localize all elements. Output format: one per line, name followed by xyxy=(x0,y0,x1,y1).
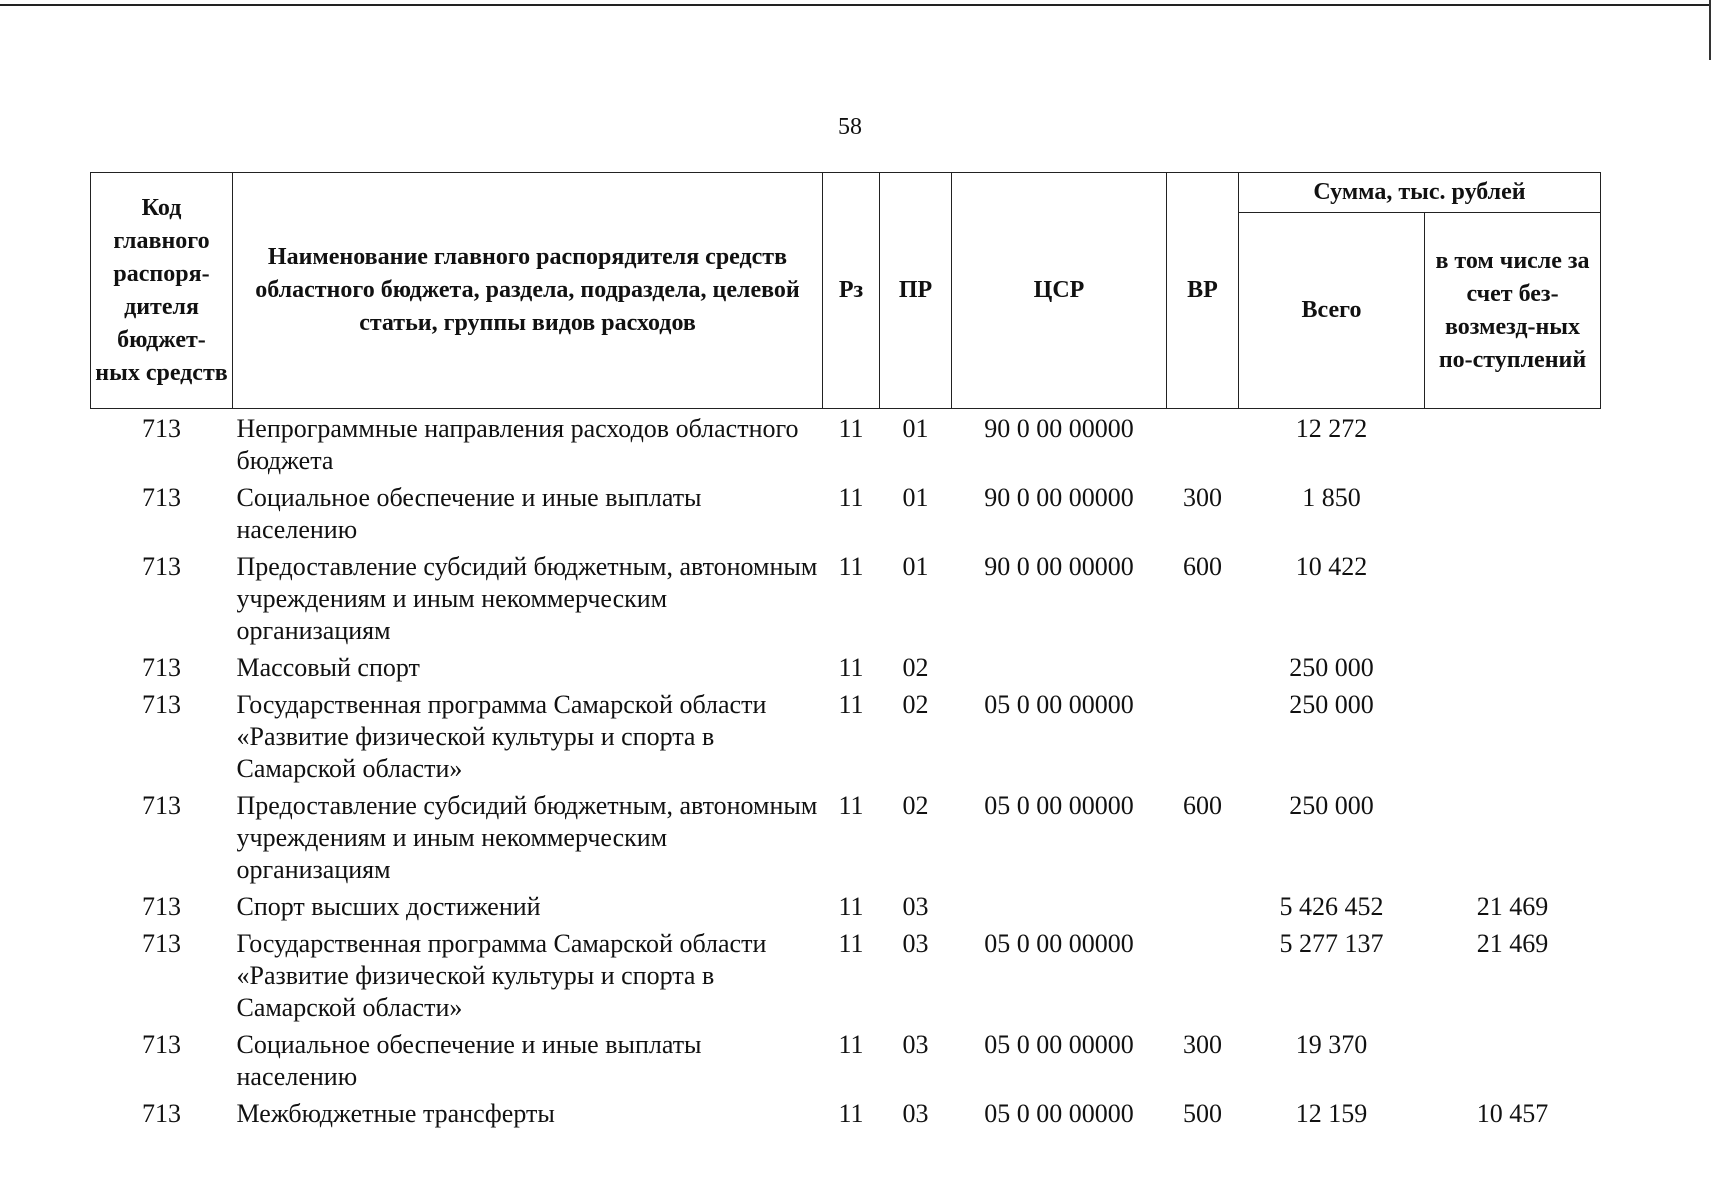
table-body xyxy=(91,409,1601,1132)
row-vr xyxy=(1167,648,1239,685)
row-total: 250 000 xyxy=(1289,653,1374,682)
row-name: Предоставление субсидий бюджетным, автономным учреждениям и иным некоммерческим организациям xyxy=(236,552,818,645)
row-pr: 02 xyxy=(902,690,929,719)
row-grants xyxy=(1425,685,1601,786)
row-name: Социальное обеспечение и иные выплаты населению xyxy=(236,1030,702,1091)
row-csr xyxy=(952,887,1167,924)
header-sum-group: Сумма, тыс. рублей xyxy=(1239,173,1601,213)
row-csr: 05 0 00 00000 xyxy=(984,1030,1134,1059)
table-row xyxy=(91,1025,1601,1094)
table-row xyxy=(91,478,1601,547)
row-csr: 05 0 00 00000 xyxy=(984,791,1134,820)
row-vr xyxy=(1167,924,1239,1025)
table-row xyxy=(91,685,1601,786)
table-row xyxy=(91,648,1601,685)
row-code: 713 xyxy=(142,690,181,719)
row-code: 713 xyxy=(142,653,181,682)
row-vr: 500 xyxy=(1183,1099,1222,1128)
row-rz: 11 xyxy=(838,1099,864,1128)
row-name: Спорт высших достижений xyxy=(236,892,541,921)
row-rz: 11 xyxy=(838,552,864,581)
header-total: Всего xyxy=(1239,213,1425,409)
budget-table xyxy=(90,172,1601,1131)
row-rz: 11 xyxy=(838,414,864,443)
table-row xyxy=(91,409,1601,479)
row-rz: 11 xyxy=(838,690,864,719)
table-row xyxy=(91,547,1601,648)
row-vr: 300 xyxy=(1183,483,1222,512)
row-pr: 01 xyxy=(902,483,929,512)
row-grants xyxy=(1425,478,1601,547)
row-total: 1 850 xyxy=(1302,483,1361,512)
row-code: 713 xyxy=(142,929,181,958)
table-row xyxy=(91,1094,1601,1131)
row-total: 5 277 137 xyxy=(1279,929,1384,958)
row-csr: 90 0 00 00000 xyxy=(984,414,1134,443)
page-number: 58 xyxy=(838,114,862,140)
row-code: 713 xyxy=(142,791,181,820)
header-vr: ВР xyxy=(1167,173,1239,409)
row-rz: 11 xyxy=(838,483,864,512)
row-name: Государственная программа Самарской области «Развитие физической культуры и спорта в Самарской области» xyxy=(236,690,767,783)
row-pr: 02 xyxy=(902,653,929,682)
row-total: 19 370 xyxy=(1295,1030,1368,1059)
row-pr: 03 xyxy=(902,1030,929,1059)
row-vr xyxy=(1167,409,1239,479)
row-code: 713 xyxy=(142,552,181,581)
row-rz: 11 xyxy=(838,791,864,820)
row-rz: 11 xyxy=(838,892,864,921)
row-total: 5 426 452 xyxy=(1279,892,1384,921)
row-vr xyxy=(1167,887,1239,924)
row-grants xyxy=(1425,409,1601,479)
row-pr: 03 xyxy=(902,892,929,921)
header-rz: Рз xyxy=(823,173,880,409)
row-csr: 05 0 00 00000 xyxy=(984,1099,1134,1128)
row-total: 12 272 xyxy=(1295,414,1368,443)
row-vr: 600 xyxy=(1183,791,1222,820)
row-name: Непрограммные направления расходов областного бюджета xyxy=(236,414,799,475)
row-name: Социальное обеспечение и иные выплаты населению xyxy=(236,483,702,544)
row-csr: 90 0 00 00000 xyxy=(984,483,1134,512)
row-pr: 03 xyxy=(902,929,929,958)
row-csr: 90 0 00 00000 xyxy=(984,552,1134,581)
table-row xyxy=(91,887,1601,924)
row-grants xyxy=(1425,547,1601,648)
header-pr: ПР xyxy=(880,173,952,409)
row-grants: 21 469 xyxy=(1476,929,1549,958)
row-vr: 300 xyxy=(1183,1030,1222,1059)
header-name: Наименование главного распорядителя средств областного бюджета, раздела, подраздела, целевой статьи, группы видов расходов xyxy=(233,173,823,409)
row-vr: 600 xyxy=(1183,552,1222,581)
header-code: Код главного распоря-дителя бюджет-ных средств xyxy=(91,173,233,409)
row-code: 713 xyxy=(142,1099,181,1128)
row-csr: 05 0 00 00000 xyxy=(984,929,1134,958)
row-name: Массовый спорт xyxy=(236,653,420,682)
row-rz: 11 xyxy=(838,929,864,958)
row-pr: 01 xyxy=(902,414,929,443)
row-pr: 03 xyxy=(902,1099,929,1128)
table-row xyxy=(91,924,1601,1025)
header-csr: ЦСР xyxy=(952,173,1167,409)
row-name: Предоставление субсидий бюджетным, автономным учреждениям и иным некоммерческим организациям xyxy=(236,791,818,884)
row-code: 713 xyxy=(142,483,181,512)
row-name: Государственная программа Самарской области «Развитие физической культуры и спорта в Самарской области» xyxy=(236,929,767,1022)
row-pr: 01 xyxy=(902,552,929,581)
row-pr: 02 xyxy=(902,791,929,820)
row-total: 10 422 xyxy=(1295,552,1368,581)
header-grants: в том числе за счет без-возмезд-ных по-ступлений xyxy=(1425,213,1601,409)
row-grants: 21 469 xyxy=(1476,892,1549,921)
row-rz: 11 xyxy=(838,653,864,682)
row-rz: 11 xyxy=(838,1030,864,1059)
row-vr xyxy=(1167,685,1239,786)
row-code: 713 xyxy=(142,1030,181,1059)
row-code: 713 xyxy=(142,892,181,921)
row-total: 12 159 xyxy=(1295,1099,1368,1128)
row-grants xyxy=(1425,648,1601,685)
row-total: 250 000 xyxy=(1289,791,1374,820)
row-code: 713 xyxy=(142,414,181,443)
row-grants xyxy=(1425,1025,1601,1094)
row-csr: 05 0 00 00000 xyxy=(984,690,1134,719)
row-grants: 10 457 xyxy=(1476,1099,1549,1128)
row-grants xyxy=(1425,786,1601,887)
scan-edge xyxy=(0,4,1711,6)
table-row xyxy=(91,786,1601,887)
row-total: 250 000 xyxy=(1289,690,1374,719)
row-name: Межбюджетные трансферты xyxy=(236,1099,555,1128)
row-csr xyxy=(952,648,1167,685)
